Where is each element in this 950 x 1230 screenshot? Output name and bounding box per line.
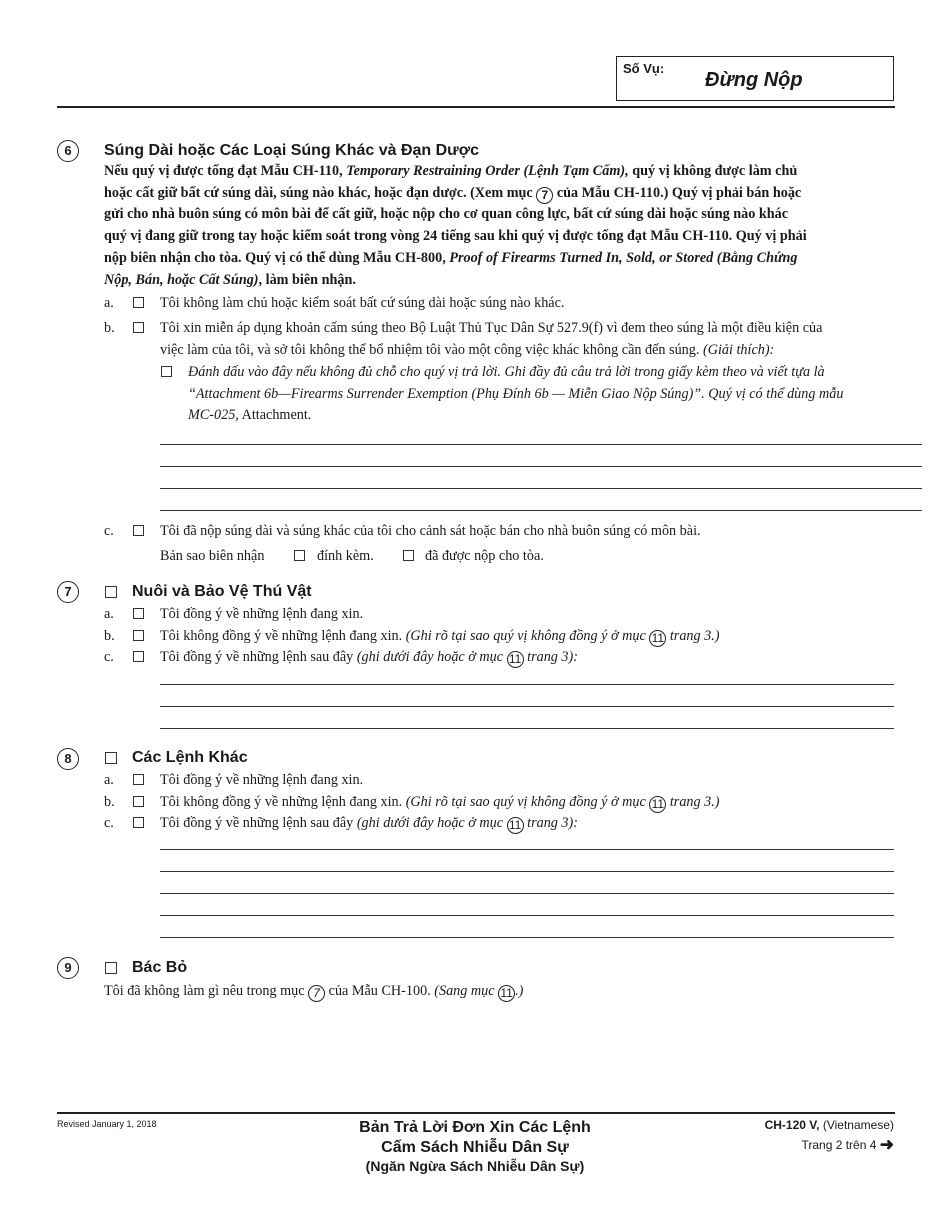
- item-6c-checkbox[interactable]: [133, 525, 144, 536]
- item-6b-text-2: việc làm của tôi, và sở tôi không thể bổ nhiệm tôi vào một công việc khác không cần đến súng. (Giải thích):: [160, 342, 775, 358]
- item-7b-text: Tôi không đồng ý về những lệnh đang xin. (Ghi rõ tại sao quý vị không đồng ý ở mục 11 trang 3.): [160, 628, 720, 645]
- section-6-number: 6: [57, 140, 79, 162]
- explanation-line-3[interactable]: [160, 488, 922, 489]
- explanation-line-4[interactable]: [160, 510, 922, 511]
- item-7c-checkbox[interactable]: [133, 651, 144, 662]
- item-6b-text-1: Tôi xin miễn áp dụng khoản cấm súng theo Bộ Luật Thủ Tục Dân Sự 527.9(f) vì đem theo súng là một điều kiện của: [160, 320, 823, 336]
- header-divider: [57, 106, 895, 108]
- item-8c-checkbox[interactable]: [133, 817, 144, 828]
- page-number: Trang 2 trên 4: [801, 1138, 877, 1152]
- revision-date: Revised January 1, 2018: [57, 1119, 157, 1129]
- explanation-line-2[interactable]: [160, 466, 922, 467]
- item-7c-text: Tôi đồng ý về những lệnh sau đây (ghi dưới đây hoặc ở mục 11 trang 3):: [160, 649, 578, 666]
- section-8-line-4[interactable]: [160, 915, 894, 916]
- item-7a-letter: a.: [104, 606, 114, 622]
- section-7-number: 7: [57, 581, 79, 603]
- receipt-filed-label: đã được nộp cho tòa.: [425, 548, 544, 564]
- attachment-6b-text-1: Đánh dấu vào đây nếu không đủ chỗ cho quý vị trả lời. Ghi đầy đủ câu trả lời trong giấy kèm theo và viết tựa là: [188, 364, 825, 380]
- item-7a-checkbox[interactable]: [133, 608, 144, 619]
- section-8-line-5[interactable]: [160, 937, 894, 938]
- section-ref-7-icon: 7: [308, 985, 325, 1002]
- form-title-block: [295, 1118, 655, 1174]
- item-6b-checkbox[interactable]: [133, 322, 144, 333]
- item-8c-letter: c.: [104, 815, 114, 831]
- receipt-filed-checkbox[interactable]: [403, 550, 414, 561]
- case-number-label: Số Vụ:: [623, 61, 665, 76]
- section-6-instructions: Nếu quý vị được tống đạt Mẫu CH-110, Temporary Restraining Order (Lệnh Tạm Cấm), quý vị không được làm chủ hoặc cất giữ bất cứ súng dài, súng nào khác, hoặc đạn dược. (Xem mục 7 của Mẫu CH-110.) Quý vị phải bán hoặc gửi cho nhà buôn súng có môn bài để cất giữ, hoặc nộp cho cơ quan công lực, bất cứ súng dài hoặc súng nào khác quý vị đang giữ trong tay hoặc kiểm soát trong vòng 24 tiếng sau khi quý vị được tống đạt Mẫu CH-110. Quý vị phải nộp biên nhận cho tòa. Quý vị có thể dùng Mẫu CH-800, Proof of Firearms Turned In, Sold, or Stored (Bằng Chứng Nộp, Bán, hoặc Cất Súng), làm biên nhận.: [104, 163, 807, 288]
- item-6c-text: Tôi đã nộp súng dài và súng khác của tôi cho cảnh sát hoặc bán cho nhà buôn súng có môn bài.: [160, 523, 701, 539]
- section-ref-11-icon: 11: [649, 630, 666, 647]
- section-7-line-2[interactable]: [160, 706, 894, 707]
- section-8-line-2[interactable]: [160, 871, 894, 872]
- section-ref-7-icon: 7: [536, 187, 553, 204]
- item-7b-letter: b.: [104, 628, 115, 644]
- item-6a-text: Tôi không làm chủ hoặc kiểm soát bất cứ súng dài hoặc súng nào khác.: [160, 295, 565, 311]
- section-9-number: 9: [57, 957, 79, 979]
- form-subtitle: (Ngăn Ngừa Sách Nhiễu Dân Sự): [365, 1158, 585, 1174]
- section-ref-11-icon: 11: [498, 985, 515, 1002]
- section-9-title: Bác Bỏ: [132, 959, 188, 976]
- page-indicator: [801, 1135, 894, 1155]
- case-number-box: [616, 56, 894, 101]
- section-7-checkbox[interactable]: [105, 586, 117, 598]
- attachment-6b-text-2: “Attachment 6b—Firearms Surrender Exemption (Phụ Đính 6b — Miễn Giao Nộp Súng)”. Quý vị có thể dùng mẫu: [188, 386, 844, 402]
- receipt-attached-label: đính kèm.: [317, 548, 374, 564]
- item-8a-text: Tôi đồng ý về những lệnh đang xin.: [160, 772, 364, 788]
- section-7-line-1[interactable]: [160, 684, 894, 685]
- form-title-line-1: Bản Trả Lời Đơn Xin Các Lệnh: [359, 1119, 591, 1136]
- attachment-6b-checkbox[interactable]: [161, 366, 172, 377]
- section-9-checkbox[interactable]: [105, 962, 117, 974]
- attachment-6b-text-3: MC-025, Attachment.: [188, 407, 312, 423]
- section-ref-11-icon: 11: [507, 651, 524, 668]
- section-8-number: 8: [57, 748, 79, 770]
- item-8b-letter: b.: [104, 794, 115, 810]
- item-8b-checkbox[interactable]: [133, 796, 144, 807]
- explanation-line-1[interactable]: [160, 444, 922, 445]
- item-6b-letter: b.: [104, 320, 115, 336]
- footer-divider: [57, 1112, 895, 1114]
- case-number-value: Đừng Nộp: [705, 69, 803, 91]
- item-7a-text: Tôi đồng ý về những lệnh đang xin.: [160, 606, 364, 622]
- item-8a-letter: a.: [104, 772, 114, 788]
- section-6-title: Súng Dài hoặc Các Loại Súng Khác và Đạn Dược: [104, 142, 480, 159]
- section-8-line-3[interactable]: [160, 893, 894, 894]
- form-code: CH-120 V, (Vietnamese): [764, 1118, 894, 1132]
- item-7c-letter: c.: [104, 649, 114, 665]
- item-8c-text: Tôi đồng ý về những lệnh sau đây (ghi dưới đây hoặc ở mục 11 trang 3):: [160, 815, 578, 832]
- receipt-attached-checkbox[interactable]: [294, 550, 305, 561]
- item-6a-checkbox[interactable]: [133, 297, 144, 308]
- arrow-right-icon: ➜: [879, 1135, 894, 1154]
- section-ref-11-icon: 11: [507, 817, 524, 834]
- item-6c-letter: c.: [104, 523, 114, 539]
- item-8a-checkbox[interactable]: [133, 774, 144, 785]
- section-7-title: Nuôi và Bảo Vệ Thú Vật: [132, 583, 312, 600]
- section-7-line-3[interactable]: [160, 728, 894, 729]
- section-9-text: Tôi đã không làm gì nêu trong mục 7 của Mẫu CH-100. (Sang mục 11 .): [104, 983, 524, 1000]
- form-title-line-2: Cấm Sách Nhiễu Dân Sự: [381, 1139, 569, 1156]
- item-7b-checkbox[interactable]: [133, 630, 144, 641]
- receipt-label: Bản sao biên nhận: [160, 548, 265, 564]
- item-6a-letter: a.: [104, 295, 114, 311]
- section-ref-11-icon: 11: [649, 796, 666, 813]
- section-8-title: Các Lệnh Khác: [132, 749, 248, 766]
- item-8b-text: Tôi không đồng ý về những lệnh đang xin. (Ghi rõ tại sao quý vị không đồng ý ở mục 11 trang 3.): [160, 794, 720, 811]
- section-8-checkbox[interactable]: [105, 752, 117, 764]
- section-8-line-1[interactable]: [160, 849, 894, 850]
